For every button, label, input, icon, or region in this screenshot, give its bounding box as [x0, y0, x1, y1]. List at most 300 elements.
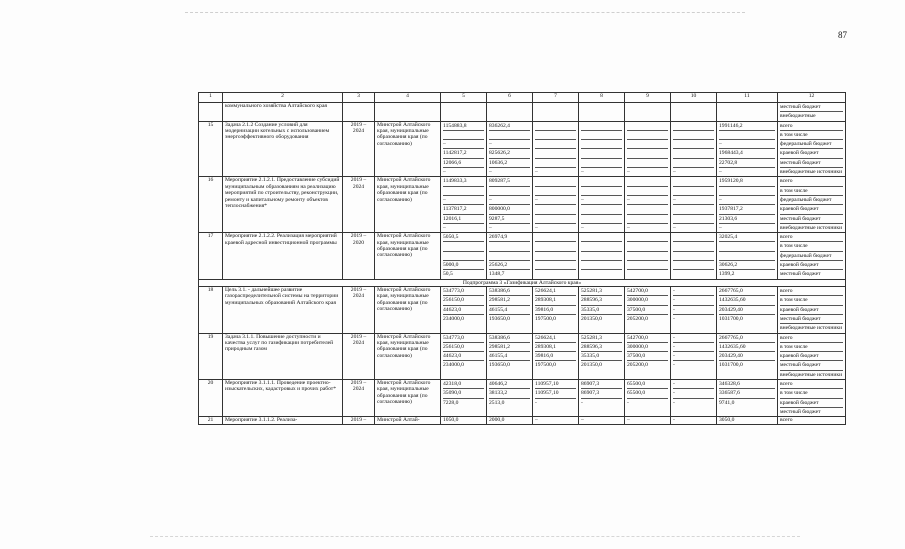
- value: 86907,3: [581, 389, 622, 398]
- value: 110957,10: [535, 380, 576, 389]
- value: –: [581, 196, 622, 205]
- source-label: всего: [780, 233, 843, 242]
- row-name: Мероприятие 3.1.1.1. Проведение проектно-изыскательских, кадастровых и прочих работ*: [223, 380, 343, 417]
- row-period: 2019 –: [343, 417, 375, 424]
- value: 800000,0: [489, 205, 530, 214]
- source-label: краевой бюджет: [780, 306, 843, 315]
- value: [535, 205, 576, 214]
- table-row: [199, 333, 846, 379]
- value: [673, 270, 714, 278]
- value: 525281,3: [581, 334, 622, 343]
- value: [627, 252, 668, 261]
- row-period: 2019 – 2024: [343, 333, 375, 379]
- value: 44623,0: [443, 352, 484, 361]
- source-label: всего: [780, 177, 843, 186]
- source-label: внебюджетные источники: [780, 169, 843, 176]
- value-cell: [579, 233, 625, 279]
- value: 1031700,0: [719, 315, 743, 322]
- value-cell: [533, 333, 579, 379]
- value-cell: [579, 380, 625, 417]
- subprogram-title: Подпрограмма 3 «Газификация Алтайского края»: [199, 279, 846, 286]
- value: [581, 233, 622, 242]
- value: 809287,5: [489, 177, 530, 186]
- value: [535, 131, 576, 140]
- value: [673, 252, 714, 261]
- value-cell: [671, 177, 717, 233]
- value: 32025,4: [719, 233, 775, 242]
- source-label: местный бюджет: [780, 408, 821, 415]
- value: 197500,0: [535, 362, 556, 369]
- value-cell: [717, 121, 778, 177]
- value: [581, 270, 622, 278]
- value: [489, 187, 530, 196]
- value: [581, 159, 622, 168]
- value: [535, 187, 576, 196]
- value: [535, 270, 576, 278]
- value: [581, 215, 622, 224]
- value: 21303,6: [719, 215, 775, 224]
- value: [719, 187, 775, 196]
- value: 46155,4: [489, 306, 530, 315]
- value: -: [673, 315, 675, 322]
- value: [581, 242, 622, 251]
- source-label: федеральный бюджет: [780, 140, 843, 149]
- value: 298581,2: [489, 296, 530, 305]
- value: 39816,0: [535, 352, 576, 361]
- source-label: в том числе: [780, 296, 843, 305]
- value: –: [673, 224, 676, 231]
- value: 9287,5: [489, 215, 530, 224]
- value-cell: [579, 287, 625, 333]
- header-cell: 7: [533, 93, 579, 103]
- source-label: местный бюджет: [780, 215, 843, 224]
- value: 1937817,2: [719, 205, 775, 214]
- value: [627, 122, 668, 131]
- value-cell: [579, 333, 625, 379]
- page-number: 87: [838, 30, 847, 40]
- value: [627, 233, 668, 242]
- header-cell: 11: [717, 93, 778, 103]
- value: –: [719, 169, 722, 176]
- value: 40646,2: [489, 380, 530, 389]
- header-cell: 8: [579, 93, 625, 103]
- value: 44623,0: [443, 306, 484, 315]
- value-cell: [717, 233, 778, 279]
- value: –: [581, 224, 584, 231]
- value: –: [673, 196, 714, 205]
- value: [673, 177, 714, 186]
- value: [581, 140, 622, 149]
- value: 203429,40: [719, 306, 775, 315]
- value: –: [581, 169, 584, 176]
- value: [581, 122, 622, 131]
- value: –: [489, 169, 492, 176]
- value: -: [673, 399, 675, 406]
- value: –: [443, 140, 484, 149]
- budget-table: [198, 92, 846, 425]
- table-row: [199, 380, 846, 417]
- row-name: Цель 3.1. - дальнейшее развитие газораспределительной системы на территории муниципальных образований Алтайского края: [223, 287, 343, 333]
- value-cell: [717, 333, 778, 379]
- value: [673, 205, 714, 214]
- value: 1432635,60: [719, 343, 775, 352]
- value: -: [673, 343, 714, 352]
- value: 35335,0: [581, 306, 622, 315]
- value: –: [489, 196, 530, 205]
- source-label: местный бюджет: [780, 271, 821, 278]
- value: [673, 149, 714, 158]
- source-label: краевой бюджет: [780, 149, 843, 158]
- value: [719, 131, 775, 140]
- value: 35335,0: [581, 352, 622, 361]
- value: 825626,2: [489, 149, 530, 158]
- value: –: [443, 169, 446, 176]
- value: [535, 252, 576, 261]
- value: 46155,4: [489, 352, 530, 361]
- value: 25626,2: [489, 261, 530, 270]
- value: -: [673, 362, 675, 369]
- value: 201350,0: [581, 315, 602, 322]
- value: [581, 252, 622, 261]
- value: 1149833,3: [443, 177, 484, 186]
- value: [581, 205, 622, 214]
- value: [627, 242, 668, 251]
- value: 2667765,0: [719, 334, 775, 343]
- value: [719, 242, 775, 251]
- value-cell: [671, 121, 717, 177]
- value: 26974,9: [489, 233, 530, 242]
- value: –: [627, 224, 630, 231]
- value-cell: [671, 287, 717, 333]
- value: -: [673, 389, 714, 398]
- value: 193650,0: [489, 315, 510, 322]
- row-executor: Минстрой Алтайского края, муниципальные образования края (по согласованию): [375, 121, 441, 177]
- value: [627, 140, 668, 149]
- value: [443, 131, 484, 140]
- value-cell: [487, 177, 533, 233]
- value: [627, 131, 668, 140]
- value-cell: [579, 103, 625, 122]
- value: 1432635,60: [719, 296, 775, 305]
- source-label: внебюджетные источники: [780, 325, 843, 332]
- value: 836262,4: [489, 122, 530, 131]
- value-cell: 3050,0: [717, 417, 778, 424]
- value-cell: [375, 103, 441, 122]
- source-label: краевой бюджет: [780, 399, 843, 408]
- value-cell: [533, 103, 579, 122]
- value: 37500,0: [627, 306, 668, 315]
- source-label: в том числе: [780, 343, 843, 352]
- value: 1154883,8: [443, 122, 484, 131]
- value: 289308,1: [535, 343, 576, 352]
- row-number: 17: [199, 233, 223, 279]
- value-cell: [441, 121, 487, 177]
- value: [489, 252, 530, 261]
- value-cell: [487, 103, 533, 122]
- row-number: 19: [199, 333, 223, 379]
- value: 534773,0: [443, 287, 484, 296]
- value: [627, 261, 668, 270]
- value: 42318,0: [443, 380, 484, 389]
- value: 1031700,0: [719, 362, 743, 369]
- value: [535, 177, 576, 186]
- header-cell: 9: [625, 93, 671, 103]
- value: [489, 242, 530, 251]
- source-cell: [778, 121, 846, 177]
- value: 203429,40: [719, 352, 775, 361]
- value-cell: [579, 121, 625, 177]
- value: 336587,6: [719, 389, 775, 398]
- value-cell: [671, 103, 717, 122]
- value-cell: [441, 103, 487, 122]
- source-label: краевой бюджет: [780, 205, 843, 214]
- value: [581, 261, 622, 270]
- value-cell: –: [533, 417, 579, 424]
- value: 205200,0: [627, 362, 648, 369]
- value-cell: [625, 380, 671, 417]
- value: [673, 215, 714, 224]
- value: 526624,1: [535, 287, 576, 296]
- row-name: Мероприятие 3.1.1.2. Реализа-: [223, 417, 343, 424]
- value: –: [719, 224, 722, 231]
- value: [673, 159, 714, 168]
- value: 1137817,2: [443, 205, 484, 214]
- value: 2513,0: [489, 399, 505, 406]
- value: 205200,0: [627, 315, 648, 322]
- row-number: [199, 103, 223, 122]
- row-period: 2019 – 2024: [343, 380, 375, 417]
- value: [673, 122, 714, 131]
- row-executor: Минстрой Алтайского края, муниципальные образования края (по согласованию): [375, 287, 441, 333]
- value-cell: [671, 233, 717, 279]
- value-cell: [533, 287, 579, 333]
- value-cell: [441, 233, 487, 279]
- value-cell: [625, 333, 671, 379]
- source-label: краевой бюджет: [780, 261, 843, 270]
- value: –: [489, 140, 530, 149]
- value: –: [535, 196, 576, 205]
- row-number: 21: [199, 417, 223, 424]
- row-period: 2019 – 2024: [343, 121, 375, 177]
- source-label: внебюджетные: [780, 113, 816, 120]
- source-label: в том числе: [780, 131, 843, 140]
- value: 39816,0: [535, 306, 576, 315]
- row-executor: Минстрой Алтайского края, муниципальные образования края (по согласованию): [375, 380, 441, 417]
- source-label: всего: [780, 122, 843, 131]
- value: -: [673, 380, 714, 389]
- value: -: [673, 352, 714, 361]
- value-cell: [487, 233, 533, 279]
- table-row: [199, 121, 846, 177]
- value: 1991146,2: [719, 122, 775, 131]
- value-cell: [717, 380, 778, 417]
- value: [627, 187, 668, 196]
- value: 542700,0: [627, 287, 668, 296]
- value: 534773,0: [443, 334, 484, 343]
- value: 1968443,4: [719, 149, 775, 158]
- scan-artifact-bottom: [150, 536, 800, 537]
- value: –: [535, 224, 538, 231]
- value-cell: [717, 287, 778, 333]
- source-label: всего: [780, 334, 843, 343]
- value: [535, 261, 576, 270]
- value: [443, 242, 484, 251]
- source-cell: [778, 287, 846, 333]
- row-name: Мероприятие 2.1.2.2. Реализация мероприятий краевой адресной инвестиционной программы: [223, 233, 343, 279]
- value: 256150,0: [443, 343, 484, 352]
- value: 234000,0: [443, 315, 464, 322]
- value: [627, 149, 668, 158]
- row-period: 2019 – 2020: [343, 233, 375, 279]
- value-cell: [441, 380, 487, 417]
- value: 288596,3: [581, 296, 622, 305]
- value-cell: [533, 233, 579, 279]
- header-cell: 2: [223, 93, 343, 103]
- source-label: федеральный бюджет: [780, 196, 843, 205]
- row-number: 20: [199, 380, 223, 417]
- row-executor: Минстрой Алтай-: [375, 417, 441, 424]
- value-cell: 2000,0: [487, 417, 533, 424]
- value: -: [673, 334, 714, 343]
- value: [535, 140, 576, 149]
- source-cell: [778, 333, 846, 379]
- value: [673, 233, 714, 242]
- value: 234000,0: [443, 362, 464, 369]
- value: [627, 205, 668, 214]
- value: [719, 252, 775, 261]
- value-cell: 1050,0: [441, 417, 487, 424]
- value: [673, 261, 714, 270]
- value: 197500,0: [535, 315, 556, 322]
- value: 110957,10: [535, 389, 576, 398]
- value: –: [489, 224, 492, 231]
- source-label: краевой бюджет: [780, 352, 843, 361]
- value: 1399,2: [719, 271, 735, 278]
- value-cell: [625, 233, 671, 279]
- value: [673, 140, 714, 149]
- value: [673, 131, 714, 140]
- value: 289308,1: [535, 296, 576, 305]
- value: [581, 131, 622, 140]
- value: 288596,3: [581, 343, 622, 352]
- subprogram-row: [199, 279, 846, 286]
- value: [535, 242, 576, 251]
- source-label: всего: [780, 380, 843, 389]
- value: -: [535, 399, 537, 406]
- value: [489, 131, 530, 140]
- source-cell: [778, 177, 846, 233]
- value: 86907,3: [581, 380, 622, 389]
- value-cell: [441, 177, 487, 233]
- value: 298581,2: [489, 343, 530, 352]
- value-cell: –: [625, 417, 671, 424]
- value-cell: [625, 287, 671, 333]
- value: [443, 187, 484, 196]
- header-cell: 4: [375, 93, 441, 103]
- value: 300000,0: [627, 343, 668, 352]
- value: 526624,1: [535, 334, 576, 343]
- row-name: Задача 2.1.2 Создание условий для модернизации котельных с использованием энергоэффективного оборудования: [223, 121, 343, 177]
- row-number: 16: [199, 177, 223, 233]
- row-period: 2019 – 2024: [343, 287, 375, 333]
- value: [535, 159, 576, 168]
- value: 525281,3: [581, 287, 622, 296]
- source-label: в том числе: [780, 187, 843, 196]
- value: 65500,0: [627, 389, 668, 398]
- value-cell: [441, 333, 487, 379]
- header-cell: 10: [671, 93, 717, 103]
- value-cell: [671, 380, 717, 417]
- table-row: [199, 417, 846, 424]
- value: –: [719, 140, 775, 149]
- value: 37500,0: [627, 352, 668, 361]
- table-row: [199, 287, 846, 333]
- value: -: [581, 399, 583, 406]
- source-label: в том числе: [780, 242, 843, 251]
- value: –: [719, 196, 775, 205]
- value: -: [627, 399, 629, 406]
- table-row: [199, 233, 846, 279]
- value: 9741,0: [719, 399, 735, 406]
- row-executor: Минстрой Алтайского края, муниципальные образования края (по согласованию): [375, 177, 441, 233]
- value: [535, 149, 576, 158]
- row-number: 18: [199, 287, 223, 333]
- value: 5000,0: [443, 261, 484, 270]
- value: 35090,0: [443, 389, 484, 398]
- value: 65500,0: [627, 380, 668, 389]
- value: 538386,6: [489, 334, 530, 343]
- value: -: [673, 287, 714, 296]
- value: [627, 159, 668, 168]
- value: 38133,2: [489, 389, 530, 398]
- source-cell: [778, 103, 846, 122]
- value: 256150,0: [443, 296, 484, 305]
- value: 193650,0: [489, 362, 510, 369]
- value: 7228,0: [443, 399, 459, 406]
- value: –: [627, 196, 668, 205]
- value-cell: [625, 177, 671, 233]
- value-cell: [625, 103, 671, 122]
- value-cell: -: [671, 417, 717, 424]
- value: -: [673, 296, 714, 305]
- value-cell: [343, 103, 375, 122]
- source-cell: [778, 233, 846, 279]
- value-cell: [533, 380, 579, 417]
- value: 1959120,8: [719, 177, 775, 186]
- value: 300000,0: [627, 296, 668, 305]
- value: 346328,6: [719, 380, 775, 389]
- row-name: Мероприятие 2.1.2.1. Предоставление субсидий муниципальным образованиям на реализацию мероприятий по строительству, реконструкции, ремонту и капитальному ремонту объектов теплоснабжения*: [223, 177, 343, 233]
- value-cell: [579, 177, 625, 233]
- value: 538386,6: [489, 287, 530, 296]
- table-row: [199, 103, 846, 122]
- value: –: [673, 169, 676, 176]
- source-cell: всего: [778, 417, 846, 424]
- value: –: [443, 196, 484, 205]
- value: [535, 233, 576, 242]
- value: [627, 270, 668, 278]
- row-name: коммунального хозяйства Алтайского края: [223, 103, 343, 122]
- source-label: местный бюджет: [780, 103, 843, 112]
- value-cell: [441, 287, 487, 333]
- value: [673, 187, 714, 196]
- value-cell: [487, 287, 533, 333]
- row-period: 2019 – 2024: [343, 177, 375, 233]
- value-cell: [487, 380, 533, 417]
- value: –: [627, 169, 630, 176]
- value: 5050,5: [443, 233, 484, 242]
- value-cell: [671, 333, 717, 379]
